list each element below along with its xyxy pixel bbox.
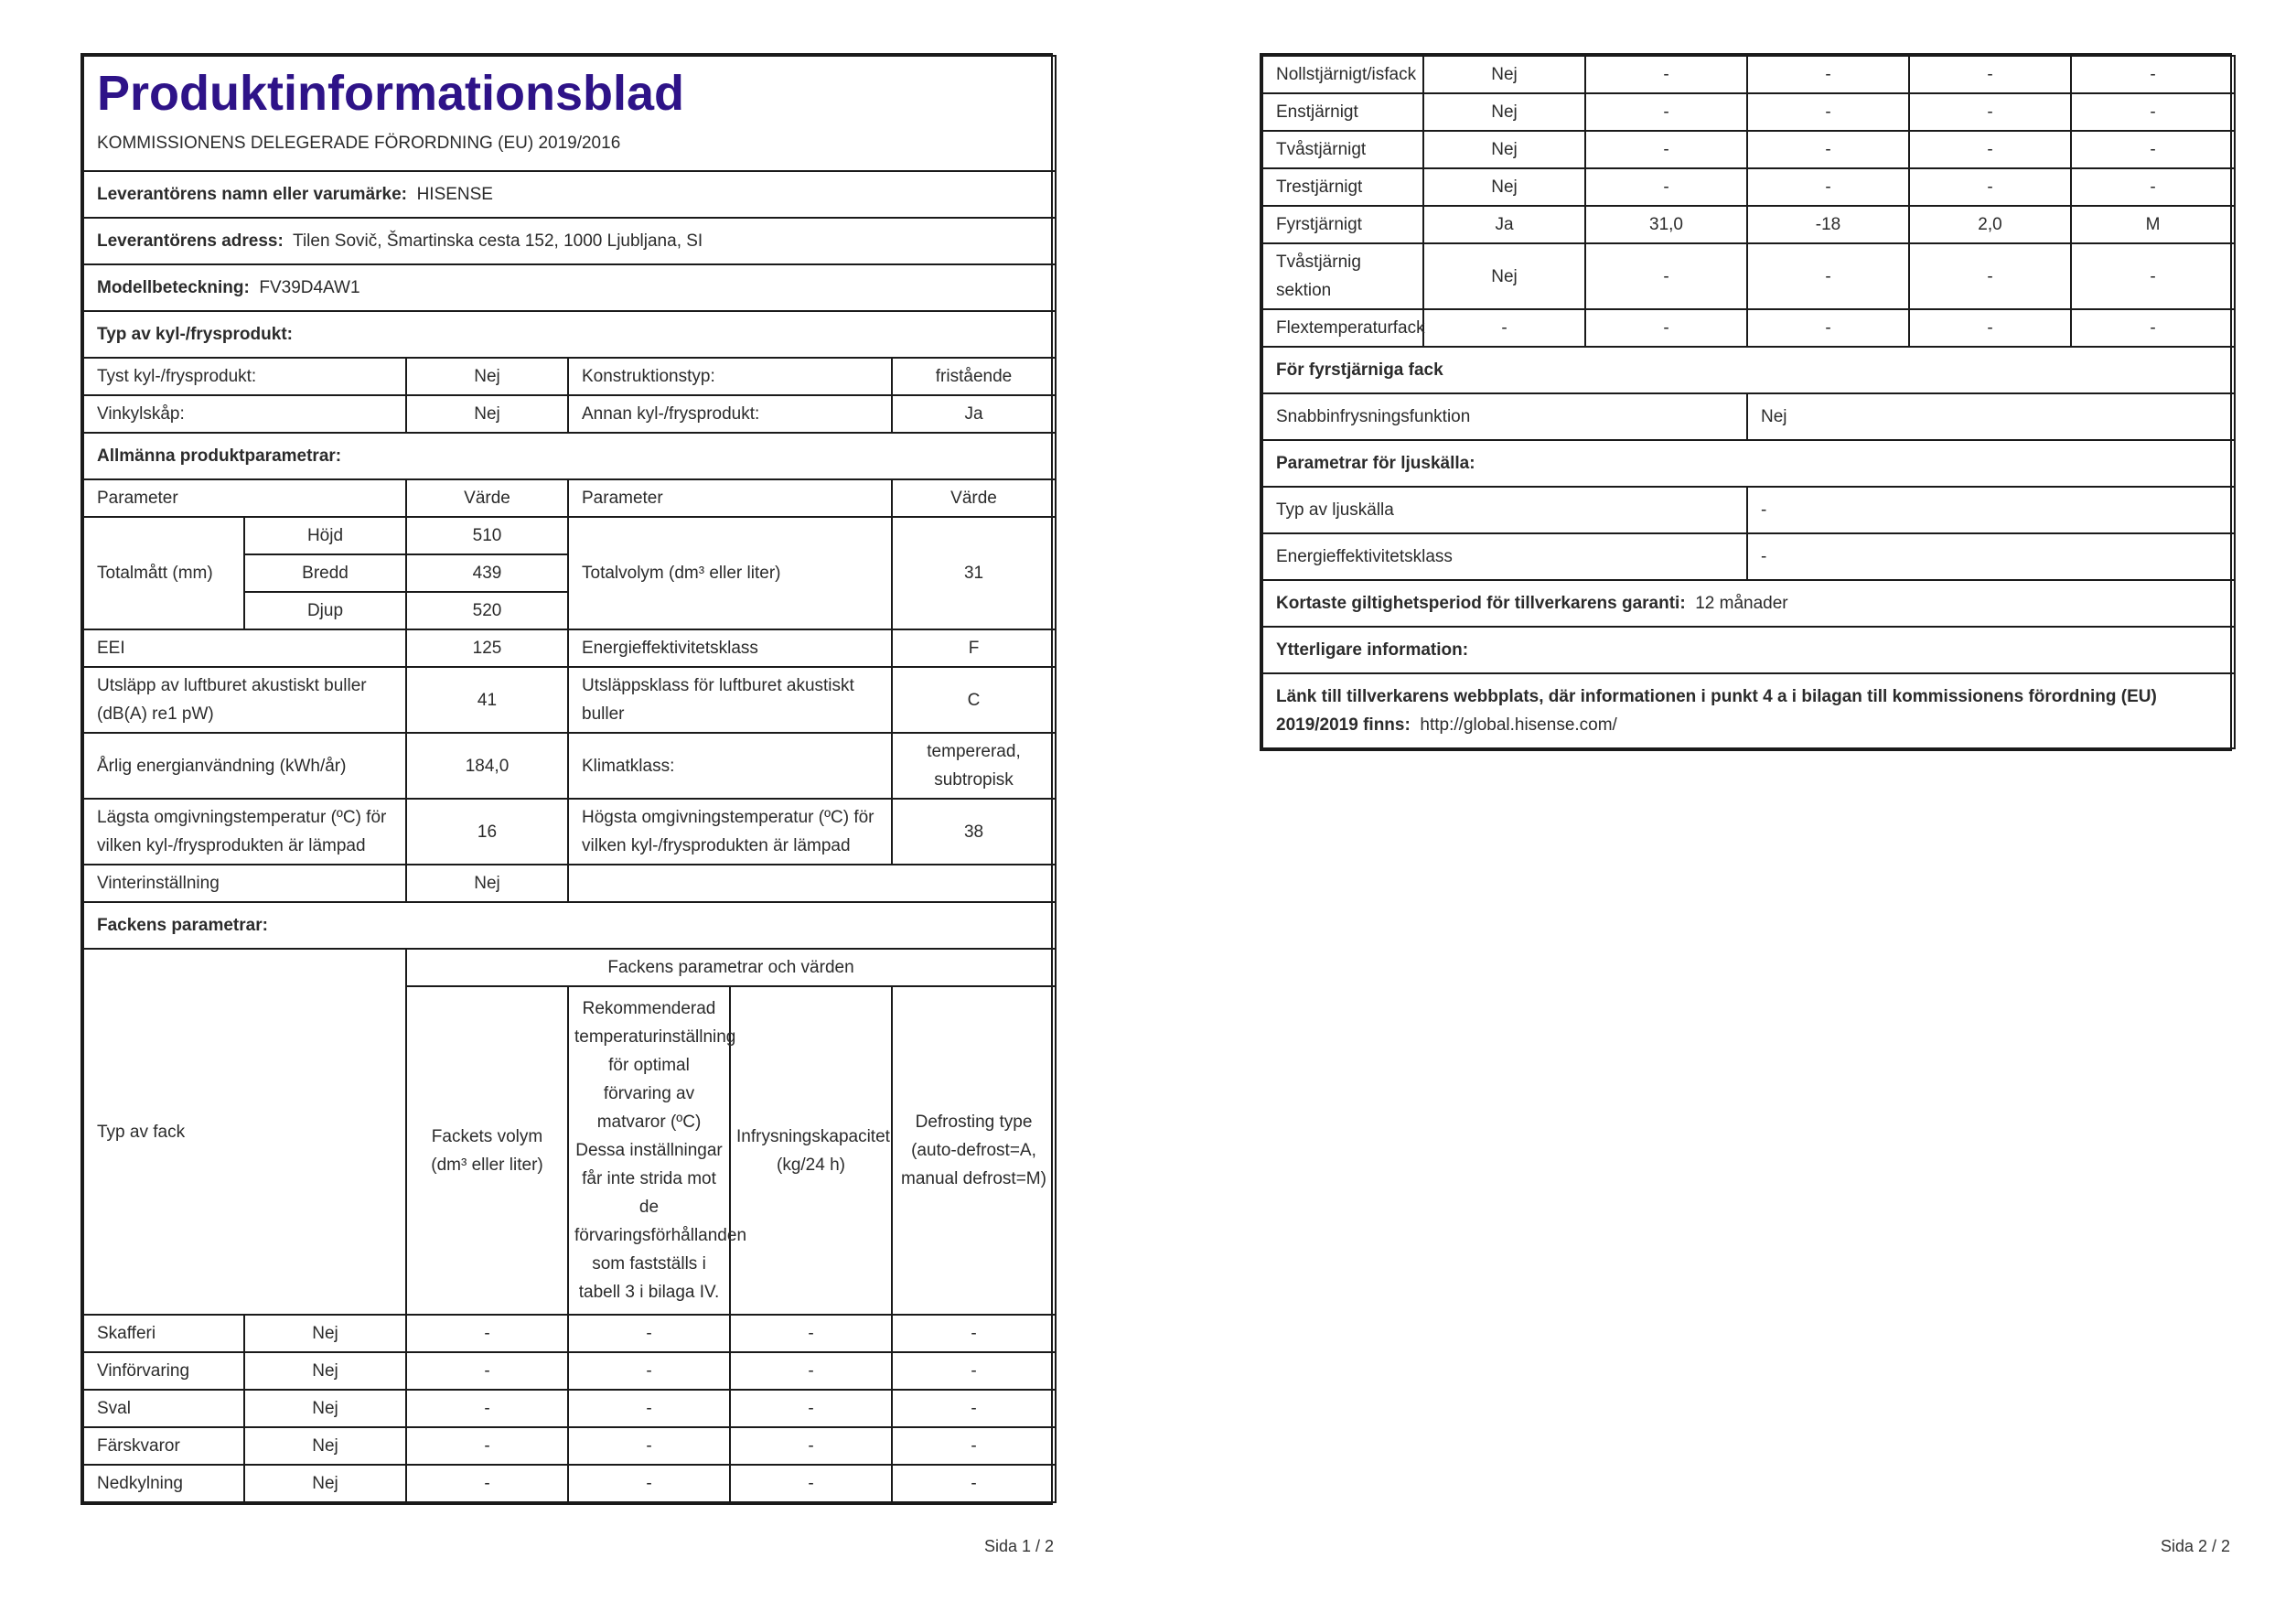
light-class-row	[1262, 533, 2235, 580]
light-source-heading: Parametrar för ljuskälla:	[1262, 440, 2235, 487]
parameter-label: Årlig energianvändning (kWh/år)	[83, 733, 406, 799]
general-row	[83, 629, 1056, 667]
compartment-present: Nej	[1423, 243, 1585, 309]
compartment-volume: -	[1585, 309, 1747, 347]
product-info-table	[82, 55, 1057, 1503]
type-heading: Typ av kyl-/frysprodukt:	[83, 311, 1056, 358]
dimensions-label: Totalmått (mm)	[83, 517, 244, 629]
winter-setting-label: Vinterinställning	[83, 865, 406, 902]
compartment-volume: -	[1585, 56, 1747, 93]
compartment-volume: -	[406, 1465, 568, 1502]
parameter-value: C	[892, 667, 1056, 733]
four-star-heading: För fyrstjärniga fack	[1262, 347, 2235, 393]
page-number-2: Sida 2 / 2	[2161, 1537, 2231, 1555]
compartment-present: Nej	[244, 1427, 406, 1465]
compartment-defrost: -	[892, 1465, 1056, 1502]
supplier-name-value: HISENSE	[416, 185, 493, 204]
supplier-address-row	[83, 218, 1056, 264]
table-row	[1262, 168, 2235, 206]
light-type-value: -	[1747, 487, 2235, 533]
compartment-name: Sval	[83, 1390, 244, 1427]
compartment-present: Nej	[244, 1315, 406, 1352]
parameter-value: fristående	[892, 358, 1056, 395]
parameter-label: Energieffektivitetsklass	[568, 629, 892, 667]
compartment-name: Vinförvaring	[83, 1352, 244, 1390]
table-row	[1262, 56, 2235, 93]
parameter-value: tempererad, subtropisk	[892, 733, 1056, 799]
table-row	[1262, 93, 2235, 131]
parameter-value: 125	[406, 629, 568, 667]
parameter-value: 16	[406, 799, 568, 865]
general-header-row	[83, 479, 1056, 517]
parameter-value: F	[892, 629, 1056, 667]
additional-info-heading: Ytterligare information:	[1262, 627, 2235, 673]
parameter-label: Konstruktionstyp:	[568, 358, 892, 395]
depth-label: Djup	[244, 592, 406, 629]
width-label: Bredd	[244, 554, 406, 592]
compartment-volume: -	[406, 1390, 568, 1427]
compartment-volume: -	[1585, 168, 1747, 206]
supplier-name-label: Leverantörens namn eller varumärke:	[97, 185, 407, 204]
compartment-name: Nollstjärnigt/isfack	[1262, 56, 1423, 93]
compartment-freezing-capacity: -	[730, 1352, 892, 1390]
type-row	[83, 358, 1056, 395]
compartment-freezing-capacity: -	[730, 1427, 892, 1465]
product-sheet-page-1	[80, 53, 1053, 1505]
total-volume-value: 31	[892, 517, 1056, 629]
compartment-name: Tvåstjärnig sektion	[1262, 243, 1423, 309]
compartment-volume: -	[1585, 243, 1747, 309]
compartment-temperature: -	[1747, 168, 1909, 206]
compartment-volume: -	[406, 1352, 568, 1390]
compartment-freezing-capacity: -	[1909, 168, 2071, 206]
general-row	[83, 799, 1056, 865]
compartment-defrost: -	[2071, 309, 2235, 347]
compartment-temperature: -	[1747, 243, 1909, 309]
winter-row	[83, 865, 1056, 902]
parameter-label: Högsta omgivningstemperatur (ºC) för vilken kyl-/frysprodukten är lämpad	[568, 799, 892, 865]
light-class-value: -	[1747, 533, 2235, 580]
compartment-freezing-capacity: -	[1909, 93, 2071, 131]
compartment-type-label: Typ av fack	[83, 949, 406, 1315]
compartment-defrost: -	[892, 1390, 1056, 1427]
compartment-name: Skafferi	[83, 1315, 244, 1352]
compartment-temperature: -18	[1747, 206, 1909, 243]
compartment-temperature: -	[1747, 131, 1909, 168]
parameter-value: 41	[406, 667, 568, 733]
fast-freeze-value: Nej	[1747, 393, 2235, 440]
compartment-temperature: -	[568, 1390, 730, 1427]
compartment-volume: -	[406, 1315, 568, 1352]
model-value: FV39D4AW1	[259, 278, 360, 297]
parameter-label: Tyst kyl-/frysprodukt:	[83, 358, 406, 395]
column-header: Värde	[406, 479, 568, 517]
col-freezing-capacity-header: Infrysningskapacitet (kg/24 h)	[730, 986, 892, 1315]
table-row	[1262, 206, 2235, 243]
total-volume-label: Totalvolym (dm³ eller liter)	[568, 517, 892, 629]
general-row	[83, 667, 1056, 733]
manufacturer-link[interactable]: http://global.hisense.com/	[1420, 715, 1617, 735]
col-volume-header: Fackets volym (dm³ eller liter)	[406, 986, 568, 1315]
compartment-volume: -	[1585, 93, 1747, 131]
compartment-freezing-capacity: -	[1909, 131, 2071, 168]
parameter-label: Vinkylskåp:	[83, 395, 406, 433]
product-sheet-page-2	[1260, 53, 2232, 751]
compartment-name: Färskvaror	[83, 1427, 244, 1465]
warranty-row	[1262, 580, 2235, 627]
parameter-value: Nej	[406, 358, 568, 395]
compartment-present: Ja	[1423, 206, 1585, 243]
compartments-heading: Fackens parametrar:	[83, 902, 1056, 949]
height-label: Höjd	[244, 517, 406, 554]
compartment-defrost: M	[2071, 206, 2235, 243]
width-value: 439	[406, 554, 568, 592]
light-type-row	[1262, 487, 2235, 533]
parameter-label: EEI	[83, 629, 406, 667]
page-number-1: Sida 1 / 2	[984, 1537, 1055, 1555]
table-row	[83, 1427, 1056, 1465]
title-cell	[83, 56, 1056, 171]
supplier-name-row	[83, 171, 1056, 218]
compartment-present: Nej	[1423, 56, 1585, 93]
page-title: Produktinformationsblad	[97, 66, 685, 121]
compartment-present: Nej	[1423, 131, 1585, 168]
compartment-temperature: -	[1747, 309, 1909, 347]
compartment-name: Tvåstjärnigt	[1262, 131, 1423, 168]
compartment-present: Nej	[1423, 93, 1585, 131]
compartment-temperature: -	[568, 1352, 730, 1390]
compartment-freezing-capacity: -	[1909, 309, 2071, 347]
compartment-name: Enstjärnigt	[1262, 93, 1423, 131]
dimensions-row	[83, 517, 1056, 554]
compartment-present: Nej	[244, 1390, 406, 1427]
fast-freeze-row	[1262, 393, 2235, 440]
compartment-volume: 31,0	[1585, 206, 1747, 243]
col-temperature-header: Rekommenderad temperaturinställning för optimal förvaring av matvaror (ºC) Dessa inställningar får inte strida mot de förvaringsförhållanden som fastställs i tabell 3 i bilaga IV.	[568, 986, 730, 1315]
compartment-freezing-capacity: -	[730, 1465, 892, 1502]
light-type-label: Typ av ljuskälla	[1262, 487, 1747, 533]
warranty-label: Kortaste giltighetsperiod för tillverkarens garanti:	[1276, 594, 1686, 613]
parameter-value: 38	[892, 799, 1056, 865]
compartment-present: Nej	[244, 1352, 406, 1390]
compartment-freezing-capacity: 2,0	[1909, 206, 2071, 243]
table-row	[1262, 243, 2235, 309]
compartment-temperature: -	[1747, 56, 1909, 93]
empty-cell	[568, 865, 1056, 902]
compartment-present: -	[1423, 309, 1585, 347]
parameter-value: Nej	[406, 395, 568, 433]
compartment-volume: -	[1585, 131, 1747, 168]
table-row	[83, 1315, 1056, 1352]
compartment-present: Nej	[1423, 168, 1585, 206]
compartment-temperature: -	[568, 1427, 730, 1465]
supplier-address-label: Leverantörens adress:	[97, 231, 284, 251]
model-row	[83, 264, 1056, 311]
compartment-defrost: -	[2071, 56, 2235, 93]
compartment-defrost: -	[892, 1315, 1056, 1352]
compartment-group-header: Fackens parametrar och värden	[406, 949, 1056, 986]
supplier-address-value: Tilen Sovič, Šmartinska cesta 152, 1000 Ljubljana, SI	[293, 231, 703, 251]
compartment-temperature: -	[568, 1465, 730, 1502]
compartment-defrost: -	[892, 1352, 1056, 1390]
compartment-temperature: -	[568, 1315, 730, 1352]
winter-setting-value: Nej	[406, 865, 568, 902]
compartments-continued-table	[1261, 55, 2236, 749]
compartment-name: Nedkylning	[83, 1465, 244, 1502]
type-row	[83, 395, 1056, 433]
compartment-temperature: -	[1747, 93, 1909, 131]
compartment-name: Trestjärnigt	[1262, 168, 1423, 206]
compartment-name: Flextemperaturfack	[1262, 309, 1423, 347]
compartment-defrost: -	[2071, 243, 2235, 309]
parameter-label: Lägsta omgivningstemperatur (ºC) för vilken kyl-/frysprodukten är lämpad	[83, 799, 406, 865]
compartment-freezing-capacity: -	[730, 1315, 892, 1352]
table-row	[1262, 131, 2235, 168]
general-heading: Allmänna produktparametrar:	[83, 433, 1056, 479]
compartment-name: Fyrstjärnigt	[1262, 206, 1423, 243]
general-row	[83, 733, 1056, 799]
parameter-label: Utsläppsklass för luftburet akustiskt buller	[568, 667, 892, 733]
compartment-freezing-capacity: -	[1909, 56, 2071, 93]
compartment-freezing-capacity: -	[730, 1390, 892, 1427]
table-row	[1262, 309, 2235, 347]
model-label: Modellbeteckning:	[97, 278, 250, 297]
parameter-value: 184,0	[406, 733, 568, 799]
table-row	[83, 1465, 1056, 1502]
warranty-value: 12 månader	[1695, 594, 1788, 613]
manufacturer-link-row	[1262, 673, 2235, 748]
compartment-defrost: -	[2071, 93, 2235, 131]
column-header: Parameter	[83, 479, 406, 517]
height-value: 510	[406, 517, 568, 554]
column-header: Värde	[892, 479, 1056, 517]
column-header: Parameter	[568, 479, 892, 517]
regulation-subtitle: KOMMISSIONENS DELEGERADE FÖRORDNING (EU) 2019/2016	[97, 134, 621, 153]
parameter-value: Ja	[892, 395, 1056, 433]
light-class-label: Energieffektivitetsklass	[1262, 533, 1747, 580]
depth-value: 520	[406, 592, 568, 629]
compartment-defrost: -	[892, 1427, 1056, 1465]
manufacturer-link-label: Länk till tillverkarens webbplats, där informationen i punkt 4 a i bilagan till kommissionens förordning (EU) 2019/2019 finns:	[1276, 687, 2157, 735]
compartment-present: Nej	[244, 1465, 406, 1502]
parameter-label: Klimatklass:	[568, 733, 892, 799]
fast-freeze-label: Snabbinfrysningsfunktion	[1262, 393, 1747, 440]
compartment-volume: -	[406, 1427, 568, 1465]
table-row	[83, 1390, 1056, 1427]
compartment-defrost: -	[2071, 168, 2235, 206]
parameter-label: Annan kyl-/frysprodukt:	[568, 395, 892, 433]
parameter-label: Utsläpp av luftburet akustiskt buller (dB(A) re1 pW)	[83, 667, 406, 733]
table-row	[83, 1352, 1056, 1390]
compartments-group-header-row	[83, 949, 1056, 986]
col-defrost-header: Defrosting type (auto-defrost=A, manual defrost=M)	[892, 986, 1056, 1315]
compartment-freezing-capacity: -	[1909, 243, 2071, 309]
compartment-defrost: -	[2071, 131, 2235, 168]
